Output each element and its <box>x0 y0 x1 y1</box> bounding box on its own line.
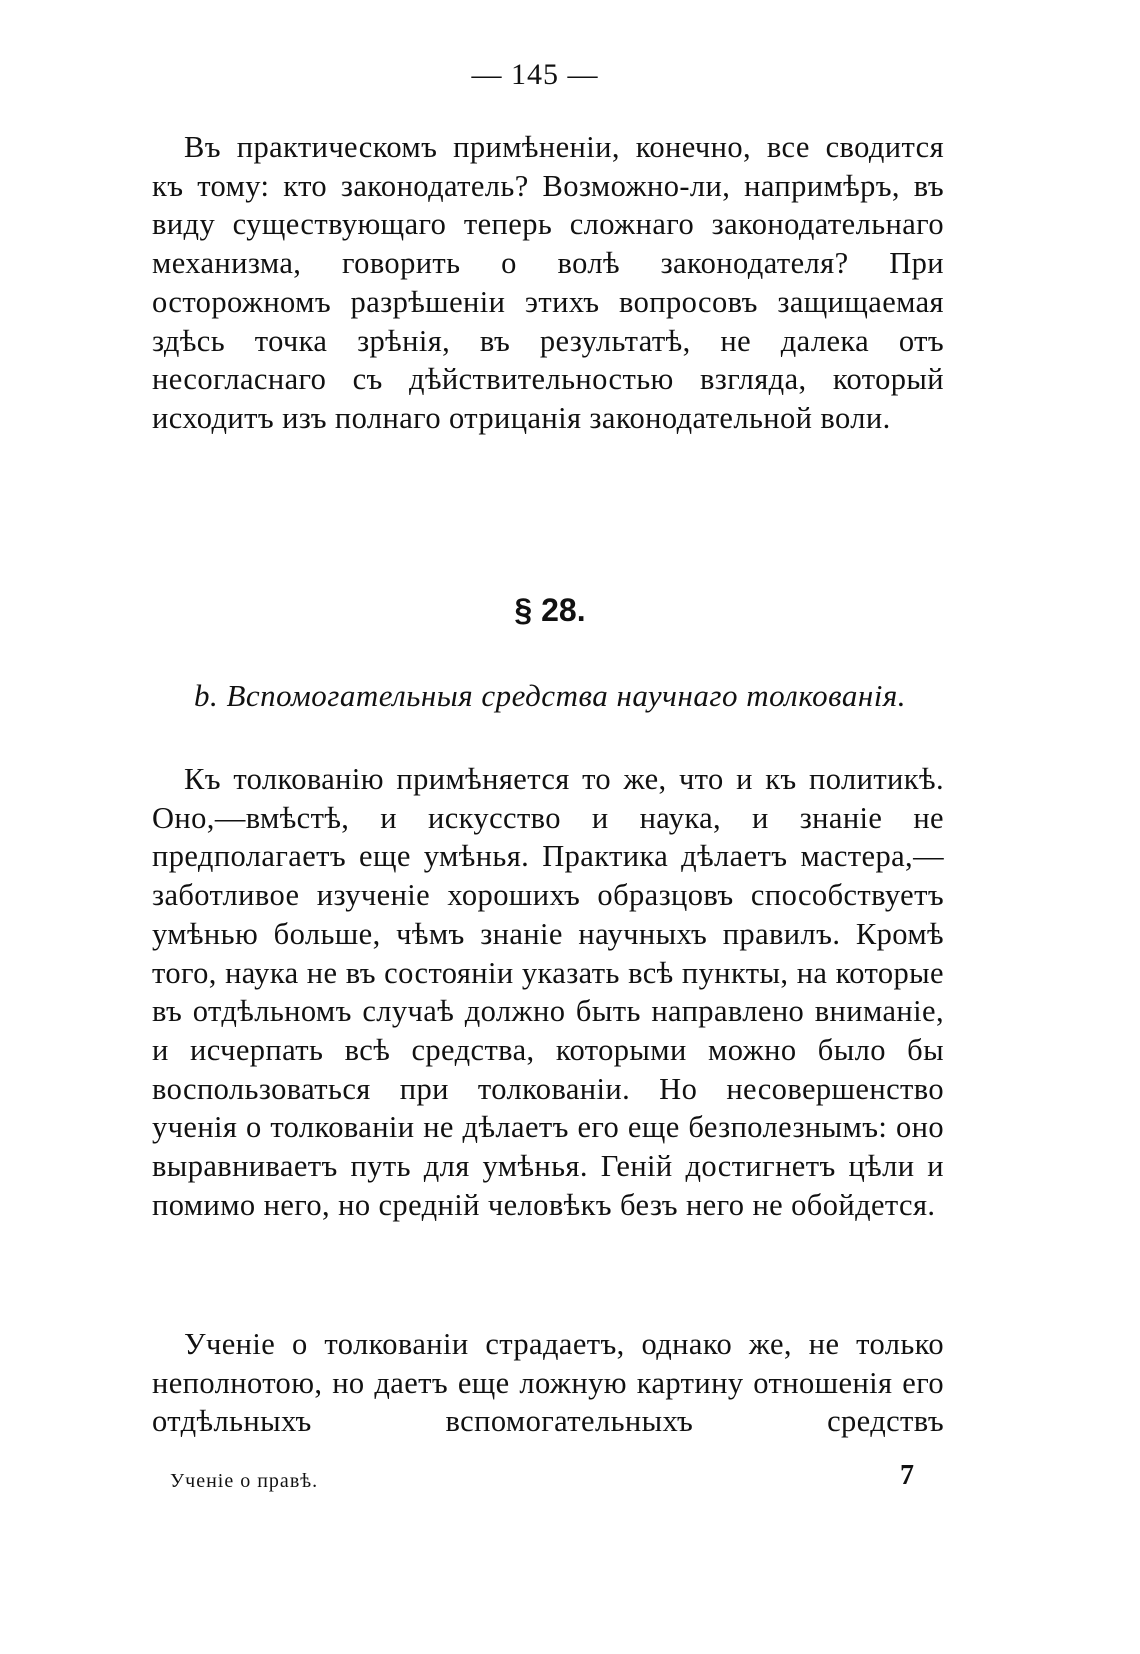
paragraph-text: Въ практическомъ примѣненіи, конечно, все сводится къ тому: кто законодатель? Возможно-ли, напримѣръ, въ виду существующаго теперь сложнаго законодательнаго механизма, говорить о волѣ законодателя? При осторожномъ разрѣшеніи этихъ вопросовъ защищаемая здѣсь точка зрѣнія, въ результатѣ, не далека отъ несогласнаго съ дѣйствительностью взгляда, который исходитъ изъ полнаго отрицанія законодательной воли. <box>152 130 944 435</box>
footer-signature: Ученіе о правѣ. <box>170 1470 319 1492</box>
paragraph-interpretation-art <box>152 760 944 1224</box>
paragraph-continuation <box>152 128 944 438</box>
paragraph-text: Къ толкованію примѣняется то же, что и къ политикѣ. Оно,—вмѣстѣ, и искусство и наука, и знаніе не предполагаетъ еще умѣнья. Практика дѣлаетъ мастера,—заботливое изученіе хорошихъ образцовъ способствуетъ умѣнью больше, чѣмъ знаніе научныхъ правилъ. Кромѣ того, наука не въ состояніи указать всѣ пункты, на которые въ отдѣльномъ случаѣ должно быть направлено вниманіе, и исчерпать всѣ средства, которыми можно было бы воспользоваться при толкованіи. Но несовершенство ученія о толкованіи не дѣлаетъ его еще безполезнымъ: оно выравниваетъ путь для умѣнья. Геній достигнетъ цѣли и помимо него, но средній человѣкъ безъ него не обойдется. <box>152 762 944 1222</box>
page-number: — 145 — <box>471 58 599 91</box>
footer-sheet-number: 7 <box>900 1460 914 1491</box>
section-title: b. Вспомогательныя средства научнаго толкованія. <box>193 678 907 713</box>
paragraph-doctrine-deficiency <box>152 1325 944 1441</box>
section-number: § 28. <box>514 592 586 628</box>
paragraph-text: Ученіе о толкованіи страдаетъ, однако же, не только неполнотою, но даетъ еще ложную картину отношенія его отдѣльныхъ вспомогательныхъ средствъ <box>152 1327 944 1439</box>
